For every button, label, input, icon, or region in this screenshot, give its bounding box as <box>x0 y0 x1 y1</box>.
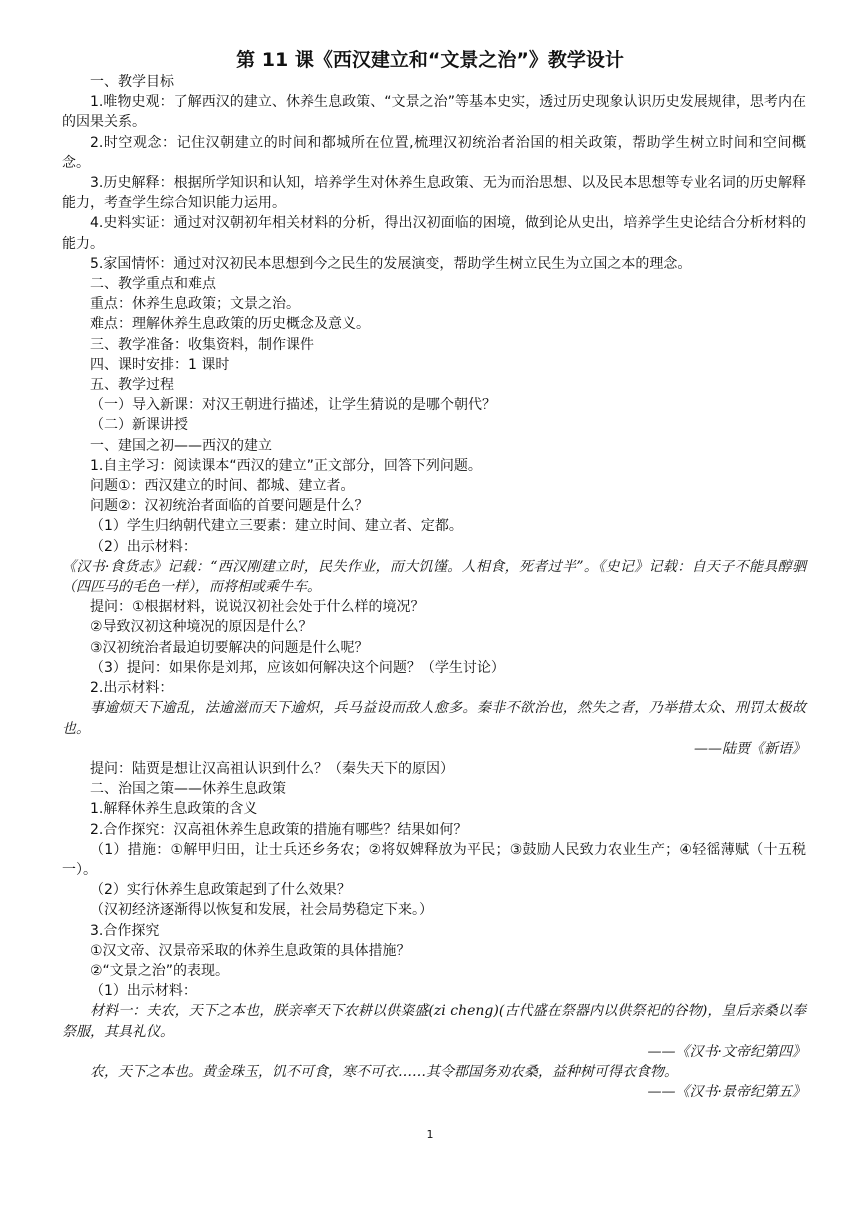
paragraph: 1.自主学习：阅读课本“西汉的建立”正文部分，回答下列问题。 <box>90 457 482 474</box>
paragraph: 2.出示材料： <box>90 680 174 697</box>
paragraph: 问题②：汉初统治者面临的首要问题是什么？ <box>90 498 369 515</box>
section-heading: 五、教学过程 <box>90 377 174 394</box>
paragraph: （一）导入新课：对汉王朝进行描述，让学生猜说的是哪个朝代？ <box>90 397 496 414</box>
paragraph: （2）实行休养生息政策起到了什么效果？ <box>90 882 351 899</box>
quoted-material: 《汉书·食货志》记载：“西汉刚建立时，民失作业，而大饥馑。人相食，死者过半”。《史记》记载：自天子不能具醇驷（四匹马的毛色一样），而将相或乘牛车。 <box>62 558 806 596</box>
section-heading: 二、教学重点和难点 <box>90 276 216 293</box>
quote-source: ——《汉书·文帝纪第四》 <box>647 1043 806 1060</box>
paragraph: 1.唯物史观：了解西汉的建立、休养生息政策、“文景之治”等基本史实，透过历史现象认识历史发展规律，思考内在的因果关系。 <box>62 94 806 131</box>
paragraph: ②导致汉初这种境况的原因是什么？ <box>90 619 313 636</box>
paragraph: ③汉初统治者最迫切要解决的问题是什么呢？ <box>90 639 369 656</box>
paragraph: 2.时空观念：记住汉朝建立的时间和都城所在位置,梳理汉初统治者治国的相关政策，帮助学生树立时间和空间概念。 <box>62 134 806 171</box>
paragraph: 提问：陆贾是想让汉高祖认识到什么？（秦失天下的原因） <box>90 760 454 777</box>
quoted-material: 材料一：夫农，天下之本也，朕亲率天下农耕以供粢盛(zi cheng)(古代盛在祭器内以供祭祀的谷物)，皇后亲桑以奉祭服，其具礼仪。 <box>62 1003 806 1040</box>
paragraph: （1）出示材料： <box>90 983 197 1000</box>
section-heading: 三、教学准备：收集资料，制作课件 <box>90 336 314 353</box>
paragraph: （汉初经济逐渐得以恢复和发展，社会局势稳定下来。） <box>90 902 433 919</box>
paragraph: 1.解释休养生息政策的含义 <box>90 801 258 818</box>
paragraph: 提问：①根据材料，说说汉初社会处于什么样的境况？ <box>90 599 425 616</box>
quote-source: ——《汉书·景帝纪第五》 <box>647 1084 806 1101</box>
paragraph: （1）学生归纳朝代建立三要素：建立时间、建立者、定都。 <box>90 518 463 535</box>
paragraph: 3.历史解释：根据所学知识和认知，培养学生对休养生息政策、无为而治思想、以及民本思想等专业名词的历史解释能力，考查学生综合知识能力运用。 <box>62 175 806 212</box>
paragraph: （1）措施：①解甲归田，让士兵还乡务农；②将奴婢释放为平民；③鼓励人民致力农业生产；④轻徭薄赋（十五税一）。 <box>62 841 806 878</box>
paragraph: 难点：理解休养生息政策的历史概念及意义。 <box>90 316 370 333</box>
paragraph: 4.史料实证：通过对汉朝初年相关材料的分析，得出汉初面临的困境，做到论从史出，培养学生史论结合分析材料的能力。 <box>62 215 806 252</box>
section-heading: 一、建国之初——西汉的建立 <box>90 437 272 454</box>
quoted-material: 事逾烦天下逾乱，法逾滋而天下逾炽，兵马益设而敌人愈多。秦非不欲治也，然失之者，乃举措太众、刑罚太极故也。 <box>62 700 806 737</box>
paragraph: 3.合作探究 <box>90 922 160 939</box>
paragraph: 5.家国情怀：通过对汉初民本思想到今之民生的发展演变，帮助学生树立民生为立国之本的理念。 <box>90 255 692 272</box>
paragraph: （2）出示材料： <box>90 538 197 555</box>
quoted-material: 农，天下之本也。黄金珠玉，饥不可食，寒不可衣……其令郡国务劝农桑，益种树可得衣食物。 <box>90 1063 678 1080</box>
section-heading: 一、教学目标 <box>90 74 174 90</box>
document-body <box>62 72 806 1102</box>
section-heading: 四、课时安排：1 课时 <box>90 356 230 373</box>
section-heading: 二、治国之策——休养生息政策 <box>90 781 286 798</box>
paragraph: 问题①：西汉建立的时间、都城、建立者。 <box>90 478 355 495</box>
page-number: 1 <box>426 1128 434 1141</box>
quote-source: ——陆贾《新语》 <box>694 740 806 757</box>
paragraph: （二）新课讲授 <box>90 417 188 434</box>
page-title: 第 11 课《西汉建立和“文景之治”》教学设计 <box>236 49 624 71</box>
paragraph: 2.合作探究：汉高祖休养生息政策的措施有哪些？结果如何？ <box>90 821 468 838</box>
paragraph: （3）提问：如果你是刘邦，应该如何解决这个问题？（学生讨论） <box>90 659 505 676</box>
paragraph: 重点：休养生息政策；文景之治。 <box>90 296 300 313</box>
paragraph: ①汉文帝、汉景帝采取的休养生息政策的具体措施？ <box>90 942 411 959</box>
paragraph: ②“文景之治”的表现。 <box>90 962 230 979</box>
